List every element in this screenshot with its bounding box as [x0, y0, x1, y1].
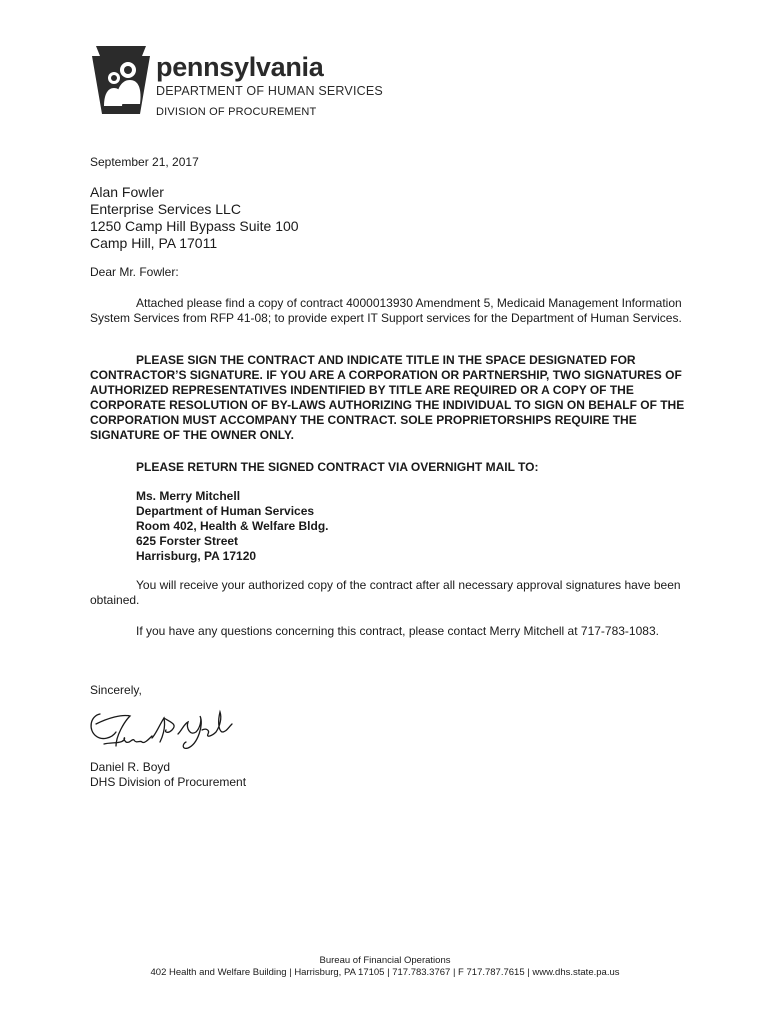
handwritten-signature: [86, 700, 236, 758]
salutation: Dear Mr. Fowler:: [90, 265, 179, 279]
paragraph-attachment: Attached please find a copy of contract 4000013930 Amendment 5, Medicaid Management Information System Services from RFP 41-08; to provide expert IT Support services for the Department of Human Services.: [90, 296, 682, 325]
keystone-family-icon: [90, 44, 152, 116]
recipient-line: Alan Fowler: [90, 184, 164, 200]
brand-name: pennsylvania: [156, 52, 324, 82]
paragraph-contact: If you have any questions concerning this contract, please contact Merry Mitchell at 717-783-1083.: [136, 624, 659, 638]
mail-line: 625 Forster Street: [136, 534, 239, 548]
recipient-line: Camp Hill, PA 17011: [90, 235, 218, 251]
letter-date: September 21, 2017: [90, 155, 199, 169]
footer-bureau: Bureau of Financial Operations: [319, 955, 451, 966]
mail-line: Department of Human Services: [136, 504, 315, 518]
paragraph-signing-instructions: PLEASE SIGN THE CONTRACT AND INDICATE TITLE IN THE SPACE DESIGNATED FOR CONTRACTOR’S SIGNATURE. IF YOU ARE A CORPORATION OR PARTNERSHIP, TWO SIGNATURES OF AUTHORIZED REPRESENTATIVES INDENTIFIED BY TITLE ARE REQUIRED OR A COPY OF THE CORPORATE RESOLUTION OF BY-LAWS AUTHORIZING THE INDIVIDUAL TO SIGN ON BEHALF OF THE CORPORATION MUST ACCOMPANY THE CONTRACT. SOLE PROPRIETORSHIPS REQUIRE THE SIGNATURE OF THE OWNER ONLY.: [90, 353, 685, 442]
closing: Sincerely,: [90, 683, 142, 697]
signer-block: [90, 760, 246, 790]
mail-line: Ms. Merry Mitchell: [136, 489, 241, 503]
mail-line: Room 402, Health & Welfare Bldg.: [136, 519, 329, 533]
recipient-line: 1250 Camp Hill Bypass Suite 100: [90, 218, 299, 234]
recipient-address: [90, 184, 299, 252]
division-name: DIVISION OF PROCUREMENT: [156, 106, 317, 118]
mailing-address: [136, 489, 329, 564]
paragraph-approval: You will receive your authorized copy of the contract after all necessary approval signatures have been obtained.: [90, 578, 681, 607]
department-name: DEPARTMENT OF HUMAN SERVICES: [156, 84, 383, 98]
paragraph-return-instructions: PLEASE RETURN THE SIGNED CONTRACT VIA OVERNIGHT MAIL TO:: [136, 460, 539, 474]
mail-line: Harrisburg, PA 17120: [136, 549, 257, 563]
recipient-line: Enterprise Services LLC: [90, 201, 241, 217]
signer-title: DHS Division of Procurement: [90, 775, 247, 789]
signer-name: Daniel R. Boyd: [90, 760, 171, 774]
footer-contact: 402 Health and Welfare Building | Harrisburg, PA 17105 | 717.783.3767 | F 717.787.7615 | www.dhs.state.pa.us: [150, 967, 620, 978]
